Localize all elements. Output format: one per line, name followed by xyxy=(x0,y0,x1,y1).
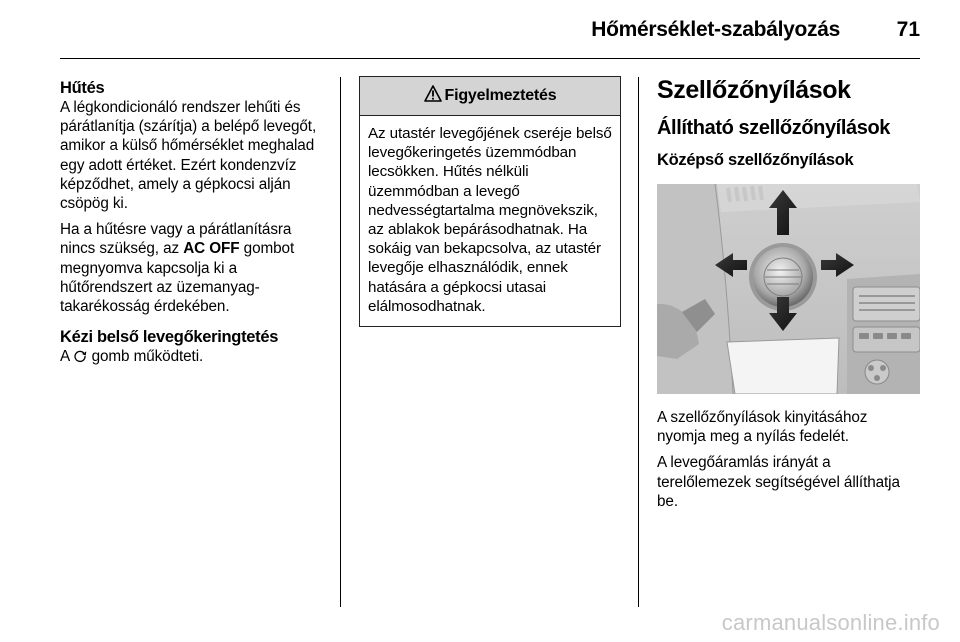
warning-box xyxy=(359,76,621,327)
page-header-title: Hőmérséklet-szabályozás xyxy=(591,18,840,41)
column-divider-right xyxy=(638,77,639,607)
cooling-p2-text-before: Ha a hűtésre vagy a párátlanításra nincs szükség, az xyxy=(60,221,292,258)
center-vent-illustration xyxy=(657,184,920,394)
column-right xyxy=(657,76,920,518)
recirculation-icon xyxy=(73,349,87,368)
watermark: carmanualsonline.info xyxy=(721,610,940,635)
cooling-paragraph-2 xyxy=(60,220,322,316)
column-divider-left xyxy=(340,77,341,607)
recirculation-paragraph xyxy=(60,347,322,368)
warning-triangle-icon xyxy=(424,85,445,107)
vents-paragraph-1: A szellőzőnyílások kinyitásához nyomja meg a nyílás fedelét. xyxy=(657,409,868,446)
vents-title: Szellőzőnyílások xyxy=(657,76,851,104)
recirc-text-before: A xyxy=(60,348,74,366)
center-vents-heading: Középső szellőzőnyílások xyxy=(657,151,854,169)
column-middle xyxy=(359,76,621,327)
column-left xyxy=(60,79,322,375)
warning-body: Az utastér levegőjének cseréje belső levegőkeringetés üzemmódban lecsökken. Hűtés nélküli üzemmódban a levegő nedvességtartalma megnövekszik, az ablakok bepárásodhatnak. Ha sokáig van bekapcsolva, az utastér levegője elhasználódik, ennek hatására a gépkocsi utasai elálmosodhatnak. xyxy=(368,125,612,315)
recirc-text-after: gomb működteti. xyxy=(87,348,204,366)
recirculation-heading: Kézi belső levegőkeringtetés xyxy=(60,328,279,347)
warning-header xyxy=(360,77,620,116)
cooling-paragraph-1: A légkondicionáló rendszer lehűti és párátlanítja (szárítja) a belépő levegőt, amikor a külső hőmérséklet meghalad egy adott értéket. Ezért kondenzvíz képződhet, amely a gépkocsi alján csöpög ki. xyxy=(60,99,317,213)
cooling-heading: Hűtés xyxy=(60,79,105,97)
ac-off-label: AC OFF xyxy=(183,240,240,258)
vents-paragraph-2: A levegőáramlás irányát a terelőlemezek segítségével állíthatja be. xyxy=(657,454,900,510)
page-number: 71 xyxy=(896,18,920,41)
header-divider xyxy=(60,58,920,59)
cooling-p2-text-after: gombot megnyomva kapcsolja ki a hűtőrendszert az üzemanyag-takarékosság érdekében. xyxy=(60,240,295,316)
warning-title: Figyelmeztetés xyxy=(444,87,557,104)
adjustable-vents-subtitle: Állítható szellőzőnyílások xyxy=(657,117,890,139)
